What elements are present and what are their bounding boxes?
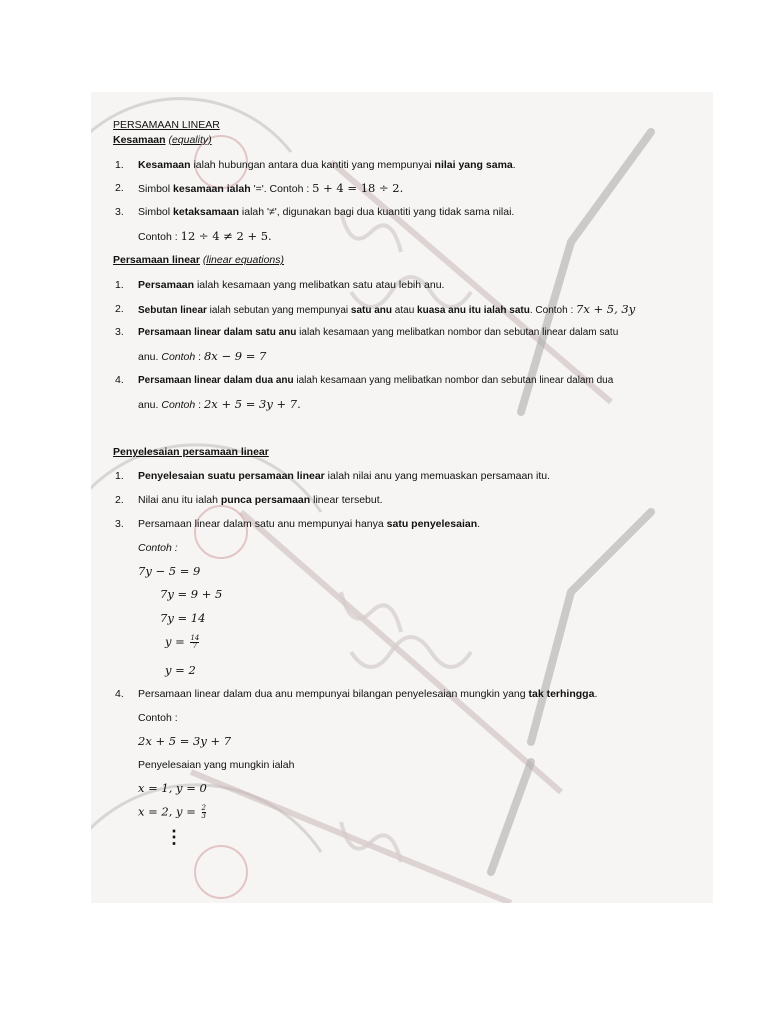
item-number: 2. [115,303,124,315]
penyelesaian-item-4: Persamaan linear dalam dua anu mempunyai bilangan penyelesaian mungkin yang tak terhingga. [138,688,598,700]
penyelesaian-item-3-contoh: Contoh : [138,542,178,554]
persamaan-item-3-example: anu. Contoh : 8x − 9 = 7 [138,349,267,363]
item-number: 1. [115,470,124,482]
solution-1: x = 1, y = 0 [138,781,207,795]
item-number: 2. [115,494,124,506]
step-4: y = $\frac{14}{7}$ [165,634,200,650]
step-1: 7y − 5 = 9 [138,564,201,578]
persamaan-item-2: Sebutan linear ialah sebutan yang mempunyai satu anu atau kuasa anu itu ialah satu. Contoh : 7x + 5, 3y [138,302,636,316]
section-persamaan-linear-heading: Persamaan linear (linear equations) [113,254,285,266]
solution-2: x = 2, y = $\frac{2}{3}$ [138,804,206,820]
persamaan-item-1: Persamaan ialah kesamaan yang melibatkan satu atau lebih anu. [138,279,445,291]
item-number: 4. [115,374,124,386]
step-3: 7y = 14 [160,611,206,625]
continuation-dots: ⋮ [165,827,183,847]
item-4-equation: 2x + 5 = 3y + 7 [138,734,232,748]
section-kesamaan-heading: Kesamaan (equality) [113,134,212,146]
item-number: 3. [115,518,124,530]
persamaan-item-4-example: anu. Contoh : 2x + 5 = 3y + 7. [138,397,301,411]
item-number: 3. [115,206,124,218]
item-number: 4. [115,688,124,700]
item-number: 2. [115,182,124,194]
persamaan-item-4: Persamaan linear dalam dua anu ialah kesamaan yang melibatkan nombor dan sebutan linear dalam dua [138,375,614,386]
persamaan-item-3: Persamaan linear dalam satu anu ialah kesamaan yang melibatkan nombor dan sebutan linear dalam satu [138,327,619,338]
penyelesaian-item-2: Nilai anu itu ialah punca persamaan linear tersebut. [138,494,383,506]
section-penyelesaian-heading: Penyelesaian persamaan linear [113,446,269,458]
penyelesaian-item-3: Persamaan linear dalam satu anu mempunyai hanya satu penyelesaian. [138,518,481,530]
step-2: 7y = 9 + 5 [160,587,223,601]
item-4-possible-solutions: Penyelesaian yang mungkin ialah [138,759,295,771]
document-page [91,92,713,903]
penyelesaian-item-4-contoh: Contoh : [138,712,178,724]
step-5: y = 2 [165,663,196,677]
item-number: 3. [115,326,124,338]
penyelesaian-item-1: Penyelesaian suatu persamaan linear ialah nilai anu yang memuaskan persamaan itu. [138,470,551,482]
page-title: PERSAMAAN LINEAR [113,119,220,131]
item-number: 1. [115,279,124,291]
kesamaan-item-2: Simbol kesamaan ialah '='. Contoh : 5 + 4 = 18 ÷ 2. [138,181,404,195]
kesamaan-item-3-example: Contoh : 12 ÷ 4 ≠ 2 + 5. [138,229,272,243]
kesamaan-item-3: Simbol ketaksamaan ialah '≠', digunakan bagi dua kuantiti yang tidak sama nilai. [138,206,515,218]
kesamaan-item-1: Kesamaan ialah hubungan antara dua kantiti yang mempunyai nilai yang sama. [138,159,516,171]
item-number: 1. [115,159,124,171]
